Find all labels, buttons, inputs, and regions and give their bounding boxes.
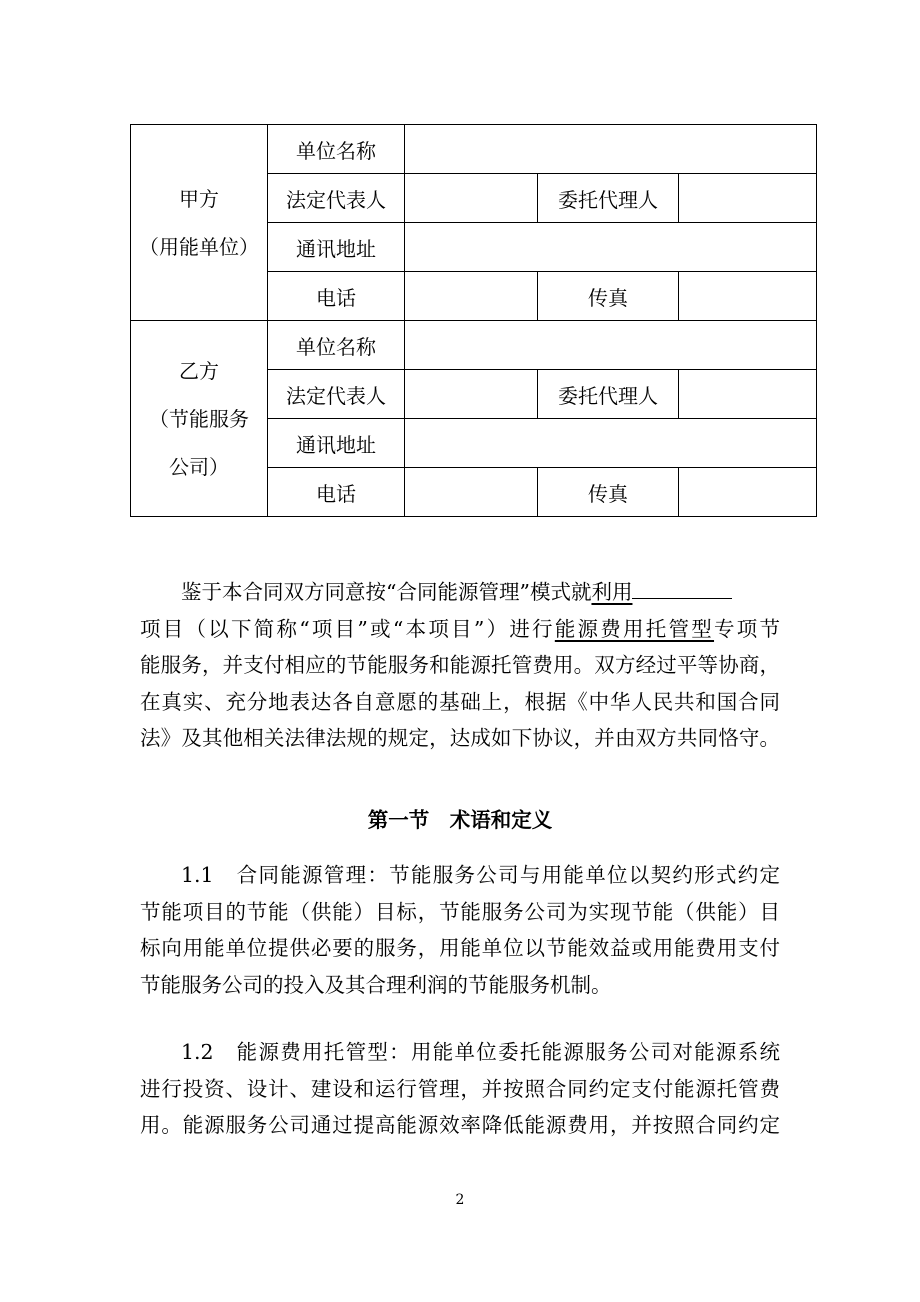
party-b-phone-label: 电话 xyxy=(268,468,405,517)
party-a-agent-field[interactable] xyxy=(679,174,817,223)
party-b-agent-field[interactable] xyxy=(679,370,817,419)
party-b-unit-name-label: 单位名称 xyxy=(268,321,405,370)
party-a-phone-label: 电话 xyxy=(268,272,405,321)
party-b-fax-field[interactable] xyxy=(679,468,817,517)
party-b-legal-rep-label: 法定代表人 xyxy=(268,370,405,419)
clause-line: 1.2 能源费用托管型：用能单位委托能源服务公司对能源系统 xyxy=(181,1040,780,1064)
party-b-address-label: 通讯地址 xyxy=(268,419,405,468)
clause-line: 标向用能单位提供必要的服务，用能单位以节能效益或用能费用支付 xyxy=(140,936,780,960)
party-a-unit-name-field[interactable] xyxy=(405,125,817,174)
clause-1-2 xyxy=(140,1034,780,1144)
party-b-fax-label: 传真 xyxy=(538,468,679,517)
party-a-fax-label: 传真 xyxy=(538,272,679,321)
party-info-table xyxy=(130,124,817,517)
party-a-role: （用能单位） xyxy=(139,234,259,259)
intro-paragraph xyxy=(140,574,780,757)
party-a-fax-field[interactable] xyxy=(679,272,817,321)
clause-line: 进行投资、设计、建设和运行管理，并按照合同约定支付能源托管费 xyxy=(140,1076,780,1101)
party-b-role-cont: 公司） xyxy=(169,454,229,479)
intro-line xyxy=(140,611,780,648)
party-a-cell xyxy=(131,125,268,321)
project-name-blank[interactable] xyxy=(632,576,732,599)
intro-line: 在真实、充分地表达各自意愿的基础上，根据《中华人民共和国合同 xyxy=(140,689,780,714)
intro-line-text: 鉴于本合同双方同意按“合同能源管理”模式就 xyxy=(181,580,592,604)
project-name-underlined: 利用 xyxy=(591,580,633,604)
party-b-legal-rep-field[interactable] xyxy=(405,370,538,419)
party-a-legal-rep-field[interactable] xyxy=(405,174,538,223)
party-b-address-field[interactable] xyxy=(405,419,817,468)
party-a-agent-label: 委托代理人 xyxy=(538,174,679,223)
party-a-unit-name-label: 单位名称 xyxy=(268,125,405,174)
party-b-agent-label: 委托代理人 xyxy=(538,370,679,419)
party-a-address-field[interactable] xyxy=(405,223,817,272)
contract-type-underlined: 能源费用托管型 xyxy=(554,616,715,641)
party-b-unit-name-field[interactable] xyxy=(405,321,817,370)
clause-line: 节能服务公司的投入及其合理利润的节能服务机制。 xyxy=(140,972,612,997)
party-b-cell xyxy=(131,321,268,517)
intro-line-text: 专项节 xyxy=(714,616,781,641)
clause-line: 节能项目的节能（供能）目标，节能服务公司为实现节能（供能）目 xyxy=(140,899,780,924)
clause-1-1 xyxy=(140,857,780,1003)
page-number: 2 xyxy=(455,1192,465,1208)
section-heading: 第一节 术语和定义 xyxy=(367,808,553,832)
clause-line: 1.1 合同能源管理：节能服务公司与用能单位以契约形式约定 xyxy=(181,863,780,887)
intro-line: 法》及其他相关法律法规的规定，达成如下协议，并由双方共同恪守。 xyxy=(140,726,780,750)
clause-line: 用。能源服务公司通过提高能源效率降低能源费用，并按照合同约定 xyxy=(140,1113,780,1137)
party-b-phone-field[interactable] xyxy=(405,468,538,517)
party-a-phone-field[interactable] xyxy=(405,272,538,321)
intro-line xyxy=(140,574,780,611)
intro-line: 能服务，并支付相应的节能服务和能源托管费用。双方经过平等协商， xyxy=(140,653,780,677)
party-a-title: 甲方 xyxy=(179,186,219,211)
party-a-legal-rep-label: 法定代表人 xyxy=(268,174,405,223)
party-b-role: （节能服务 xyxy=(149,406,249,431)
party-b-title: 乙方 xyxy=(179,358,219,383)
intro-line-text: 项目（以下简称“项目”或“本项目”）进行 xyxy=(140,616,555,641)
party-a-address-label: 通讯地址 xyxy=(268,223,405,272)
